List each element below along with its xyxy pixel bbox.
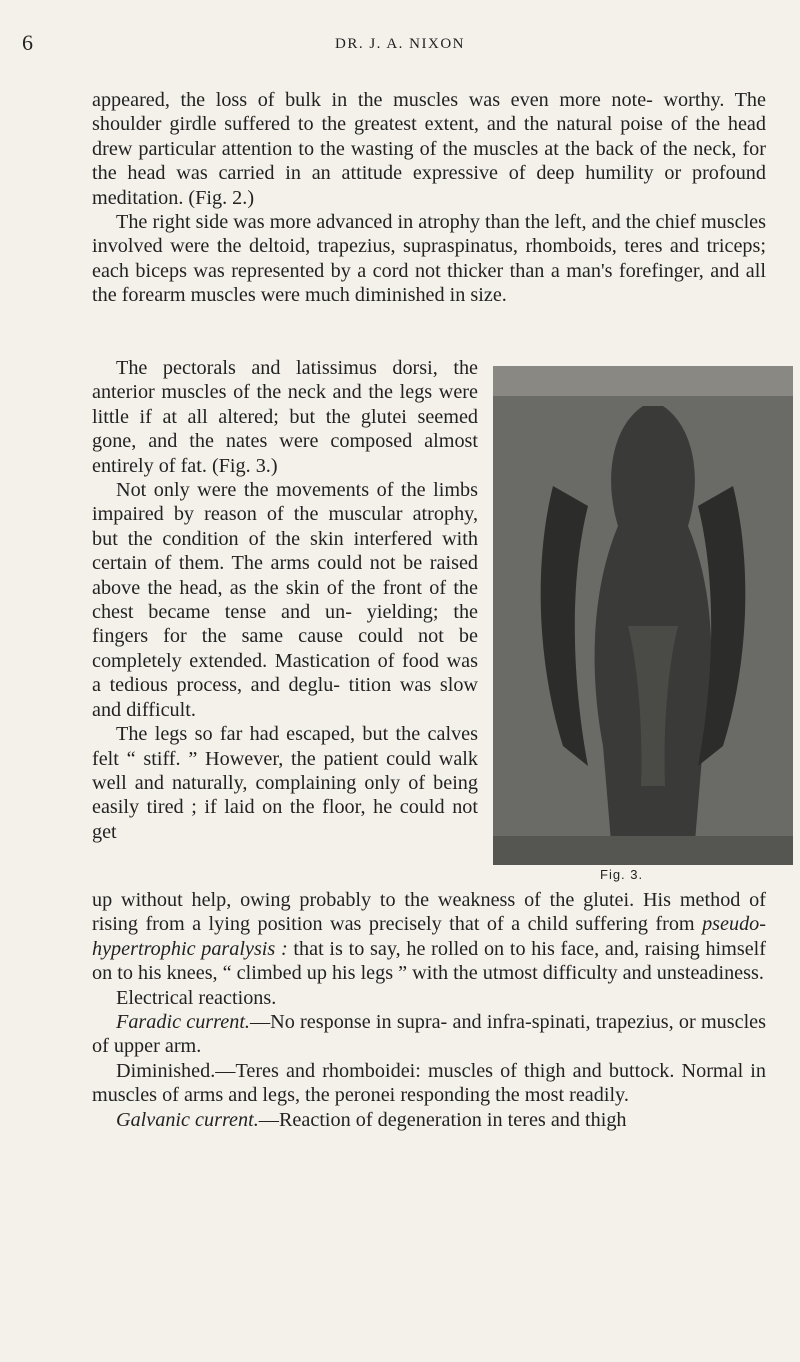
paragraph-8: Diminished.—Teres and rhomboidei: muscles of thigh and buttock. Normal in muscles of arms and legs, the peronei responding the most readily. — [92, 1059, 766, 1107]
paragraph-5b — [92, 888, 766, 986]
paragraph-5b-text-1: up without help, owing probably to the weakness of the glutei. His method of rising from a lying position was precisely that of a child suffering from — [92, 889, 766, 936]
paragraph-7-italic: Faradic current. — [116, 1011, 250, 1034]
page-number: 6 — [22, 30, 33, 55]
figure-image — [493, 366, 793, 865]
paragraph-1: appeared, the loss of bulk in the muscles was even more note- worthy. The shoulder girdle suffered to the greatest extent, and the natural poise of the head drew particular attention to the wasting of the muscles at the back of the neck, for the head was carried in an attitude expressive of deep humility or profound meditation. (Fig. 2.) — [92, 89, 766, 209]
paragraph-2: The right side was more advanced in atrophy than the left, and the chief muscles involved were the deltoid, trapezius, supraspinatus, rhomboids, teres and triceps; each biceps was represented by a cord not thicker than a man's forefinger, and all the forearm muscles were much diminished in size. — [92, 211, 766, 307]
paragraph-4: Not only were the movements of the limbs impaired by reason of the muscular atrophy, but the condition of the skin interfered with certain of them. The arms could not be raised above the head, as the skin of the front of the chest became tense and un- yielding; the fingers for the same cause could not be completely extended. Mastication of food was a tedious process, and deglu- tition was slow and difficult. — [92, 479, 478, 721]
paragraph-5b-italic: pseudo-hypertrophic paralysis : — [92, 913, 766, 960]
running-head: DR. J. A. NIXON — [334, 36, 465, 52]
paragraph-block-top — [92, 88, 766, 308]
paragraph-3: The pectorals and latissimus dorsi, the anterior muscles of the neck and the legs were little if at all altered; but the glutei seemed gone, and the nates were composed almost entirely of fat. (Fig. 3.) — [92, 357, 478, 477]
paragraph-5a: The legs so far had escaped, but the calves felt “ stiff. ” However, the patient could walk well and naturally, complaining only of being easily tired ; if laid on the floor, he could not get — [92, 723, 478, 843]
paragraph-9 — [92, 1108, 766, 1132]
paragraph-6: Electrical reactions. — [116, 986, 277, 1009]
paragraph-9-text: —Reaction of degeneration in teres and thigh — [258, 1108, 627, 1131]
paragraph-7 — [92, 1010, 766, 1059]
figure-caption: Fig. 3. — [600, 867, 644, 882]
paragraph-9-italic: Galvanic current. — [116, 1108, 259, 1131]
paragraph-5b-text-2: that is to say, he rolled on to his face, and, raising himself on to his knees, “ climbed up his legs ” with the utmost difficulty and unsteadiness. — [92, 937, 767, 985]
paragraph-7-text: —No response in supra- and infra-spinati, trapezius, or muscles of upper arm. — [92, 1011, 766, 1058]
paragraph-block-wrapped — [92, 356, 478, 844]
figure-photograph — [493, 366, 793, 865]
paragraph-block-bottom — [92, 888, 766, 1132]
